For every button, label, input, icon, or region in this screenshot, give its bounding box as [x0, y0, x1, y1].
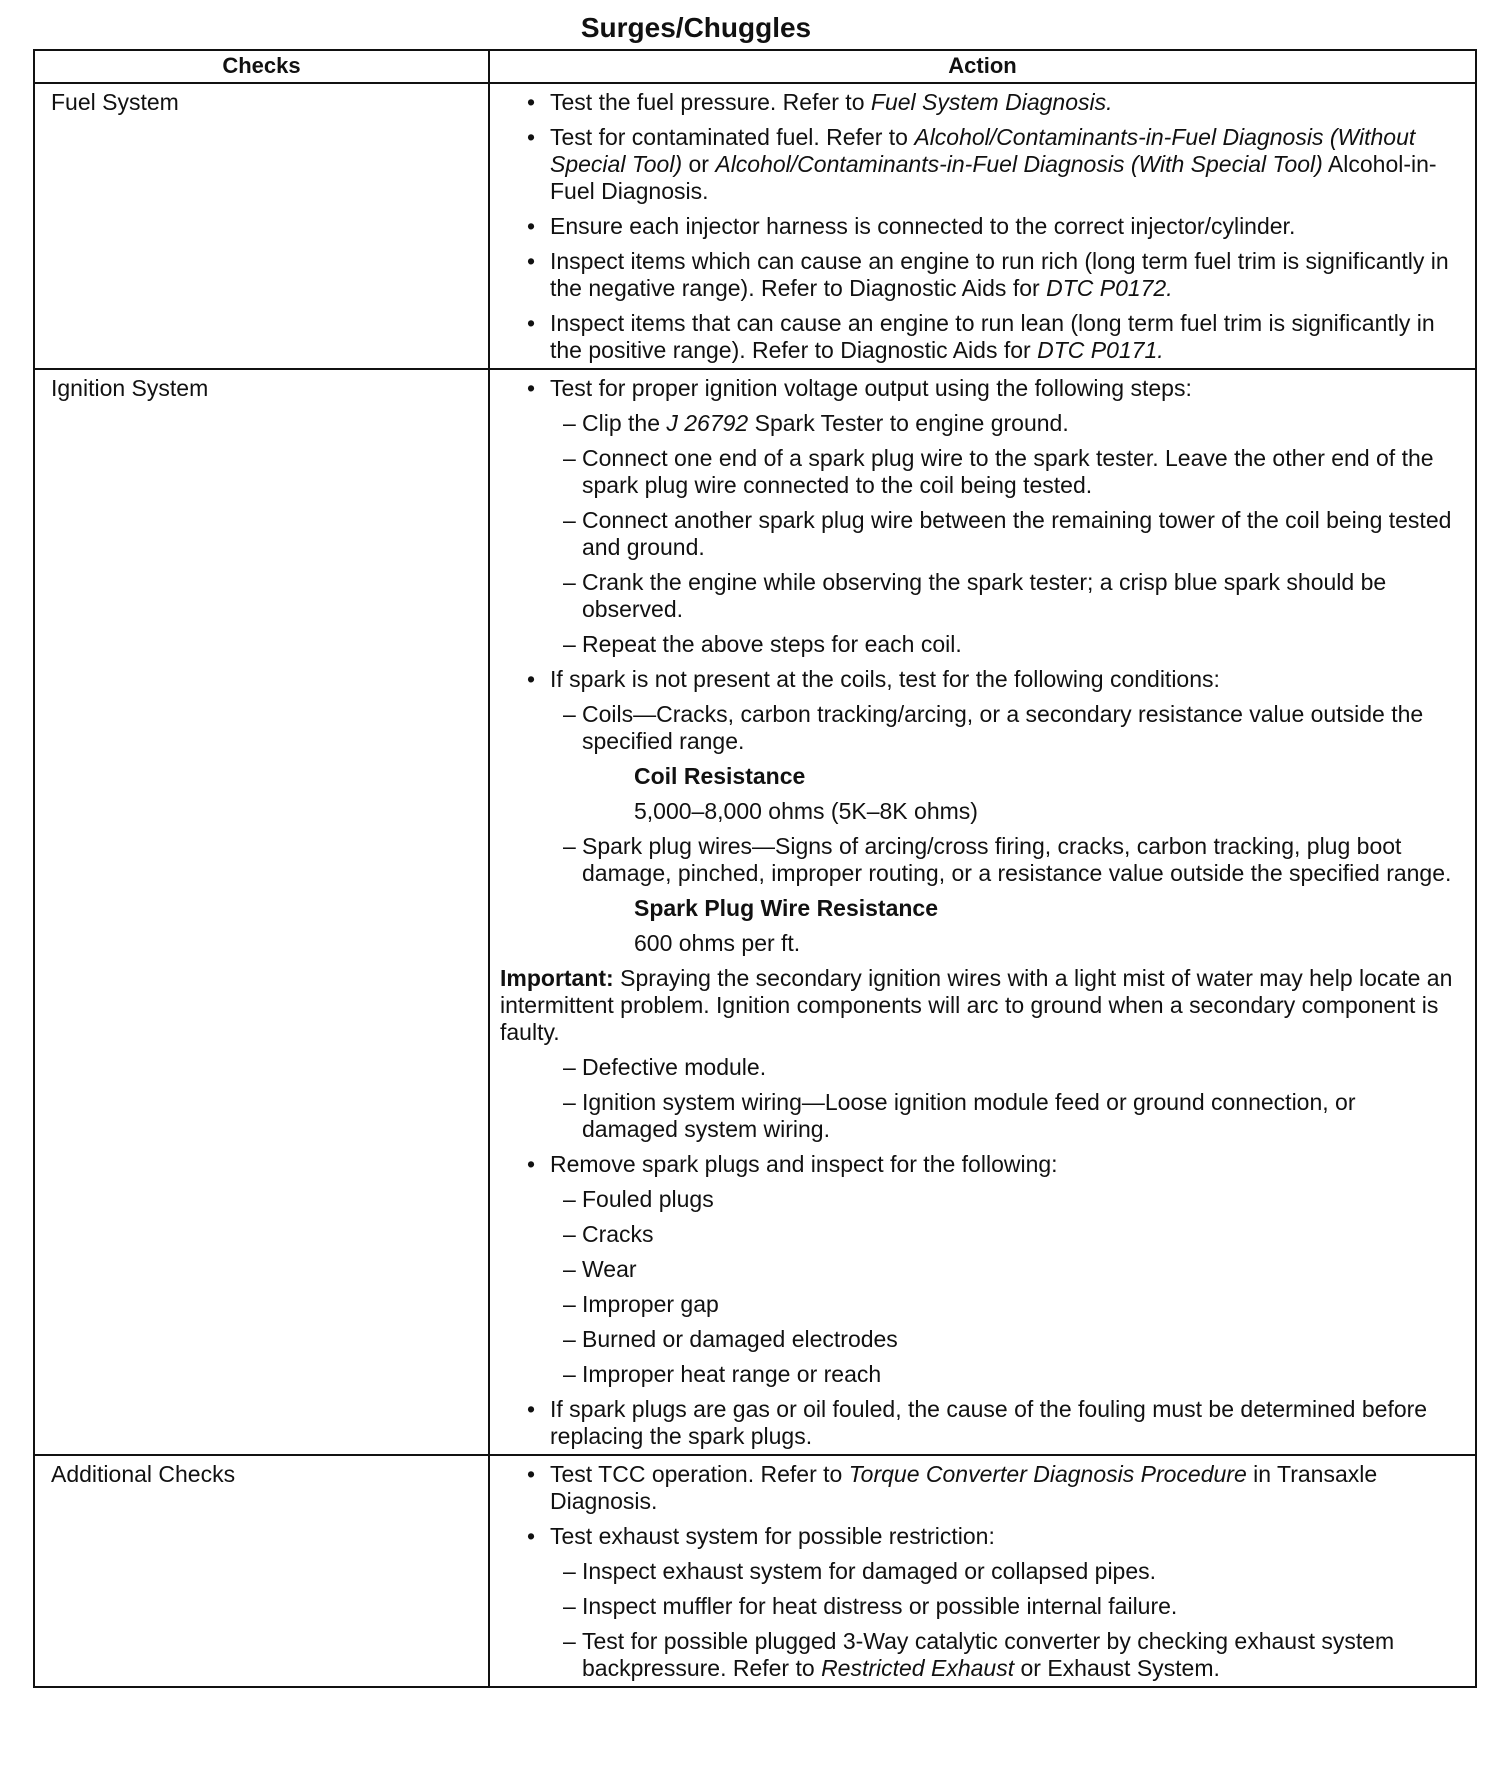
dash-item: – Spark plug wires—Signs of arcing/cross firing, cracks, carbon tracking, plug boot damage, pinched, improper routing, or a resistance value outside the specified range.: [500, 833, 1455, 887]
coil-resistance-label: Coil Resistance: [634, 763, 806, 789]
check-cell: [34, 83, 489, 369]
bullet-item: • Remove spark plugs and inspect for the following:: [500, 1151, 1455, 1178]
dash-item: – Burned or damaged electrodes: [500, 1326, 1455, 1353]
dash-item: – Improper gap: [500, 1291, 1455, 1318]
dash-item: – Ignition system wiring—Loose ignition module feed or ground connection, or damaged system wiring.: [500, 1089, 1455, 1143]
bullet-item: • Test the fuel pressure. Refer to Fuel System Diagnosis.: [500, 89, 1455, 116]
table-header-row: [34, 50, 1476, 83]
bullet-item: • Test for proper ignition voltage output using the following steps:: [500, 375, 1455, 402]
check-name: Ignition System: [51, 375, 209, 401]
action-cell: [489, 369, 1476, 1455]
dash-item: – Wear: [500, 1256, 1455, 1283]
table-row-fuel-system: [34, 83, 1476, 369]
dash-item: – Inspect muffler for heat distress or possible internal failure.: [500, 1593, 1455, 1620]
wire-resistance-label: Spark Plug Wire Resistance: [634, 895, 939, 921]
bullet-item: • Test TCC operation. Refer to Torque Converter Diagnosis Procedure in Transaxle Diagnosis.: [500, 1461, 1455, 1515]
wire-resistance-value: 600 ohms per ft.: [634, 930, 801, 956]
bullet-item: • Inspect items which can cause an engine to run rich (long term fuel trim is significantly in the negative range). Refer to Diagnostic Aids for DTC P0172.: [500, 248, 1455, 302]
table-row-additional-checks: [34, 1455, 1476, 1687]
dash-item: – Inspect exhaust system for damaged or collapsed pipes.: [500, 1558, 1455, 1585]
bullet-item: • Test for contaminated fuel. Refer to Alcohol/Contaminants-in-Fuel Diagnosis (Without Special Tool) or Alcohol/Contaminants-in-Fuel Diagnosis (With Special Tool) Alcohol-in-Fuel Diagnosis.: [500, 124, 1455, 205]
table-row-ignition-system: [34, 369, 1476, 1455]
bullet-item: • If spark plugs are gas or oil fouled, the cause of the fouling must be determined before replacing the spark plugs.: [500, 1396, 1455, 1450]
dash-item: – Coils—Cracks, carbon tracking/arcing, or a secondary resistance value outside the specified range.: [500, 701, 1455, 755]
action-cell: [489, 1455, 1476, 1687]
bullet-item: • Inspect items that can cause an engine to run lean (long term fuel trim is significantly in the positive range). Refer to Diagnostic Aids for DTC P0171.: [500, 310, 1455, 364]
checks-column-header: Checks: [34, 50, 489, 83]
check-cell: [34, 1455, 489, 1687]
dash-item: – Clip the J 26792 Spark Tester to engine ground.: [500, 410, 1455, 437]
dash-item: – Cracks: [500, 1221, 1455, 1248]
dash-item: – Connect one end of a spark plug wire to the spark tester. Leave the other end of the spark plug wire connected to the coil being tested.: [500, 445, 1455, 499]
dash-item: – Connect another spark plug wire between the remaining tower of the coil being tested and ground.: [500, 507, 1455, 561]
dash-item: – Defective module.: [500, 1054, 1455, 1081]
dash-item: – Repeat the above steps for each coil.: [500, 631, 1455, 658]
bullet-item: • If spark is not present at the coils, test for the following conditions:: [500, 666, 1455, 693]
dash-item: – Test for possible plugged 3-Way catalytic converter by checking exhaust system backpressure. Refer to Restricted Exhaust or Exhaust System.: [500, 1628, 1455, 1682]
check-name: Fuel System: [51, 89, 179, 115]
coil-resistance-value: 5,000–8,000 ohms (5K–8K ohms): [634, 798, 978, 824]
page-title: Surges/Chuggles: [580, 12, 812, 43]
check-name: Additional Checks: [51, 1461, 236, 1487]
bullet-item: • Test exhaust system for possible restriction:: [500, 1523, 1455, 1550]
dash-item: – Crank the engine while observing the spark tester; a crisp blue spark should be observed.: [500, 569, 1455, 623]
bullet-item: • Ensure each injector harness is connected to the correct injector/cylinder.: [500, 213, 1455, 240]
dash-item: – Improper heat range or reach: [500, 1361, 1455, 1388]
check-cell: [34, 369, 489, 1455]
action-cell: [489, 83, 1476, 369]
diagnosis-table: [33, 49, 1477, 1688]
dash-item: – Fouled plugs: [500, 1186, 1455, 1213]
important-note: Important: Spraying the secondary ignition wires with a light mist of water may help locate an intermittent problem. Ignition components will arc to ground when a secondary component is faulty.: [500, 965, 1453, 1045]
action-column-header: Action: [489, 50, 1476, 83]
